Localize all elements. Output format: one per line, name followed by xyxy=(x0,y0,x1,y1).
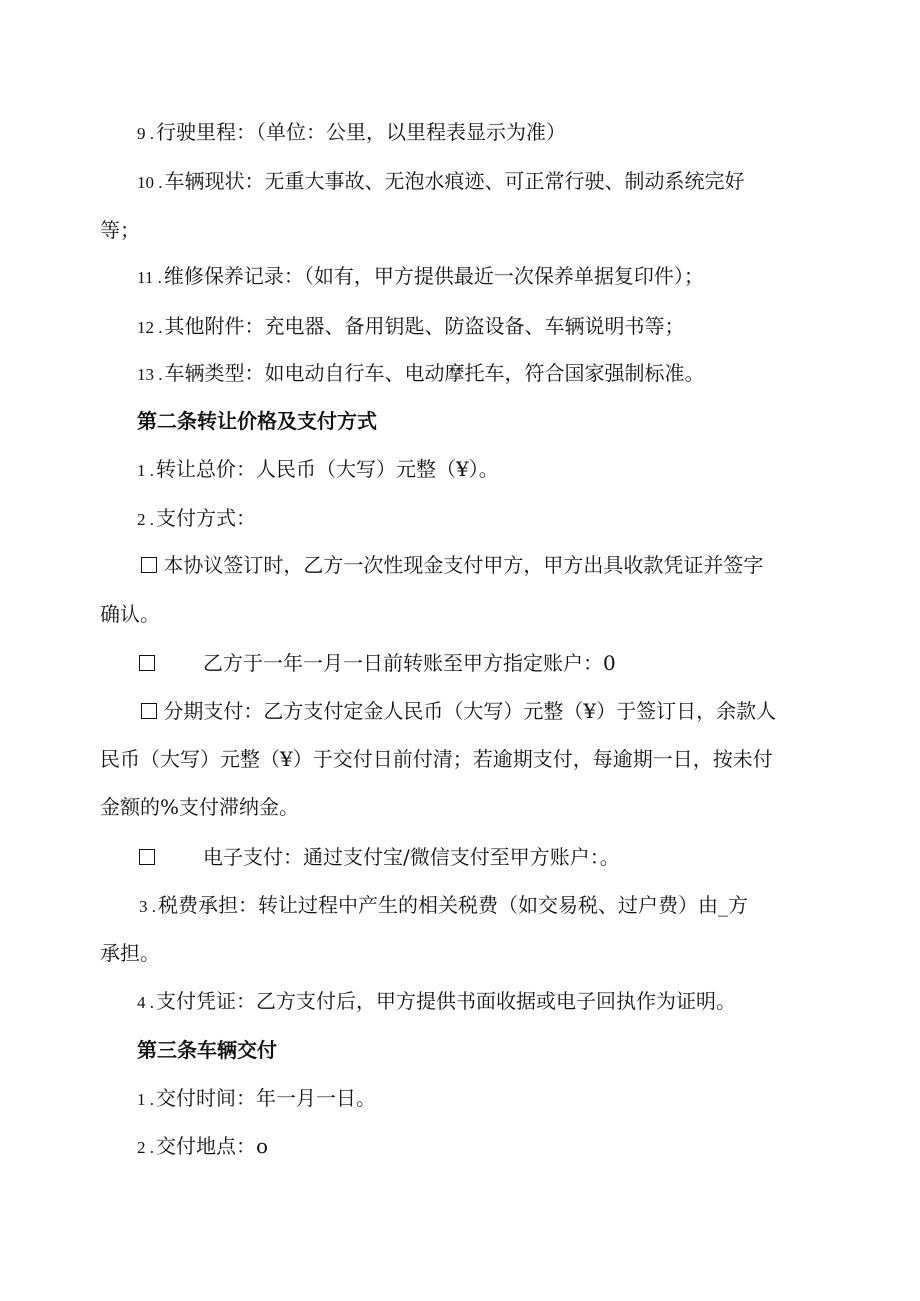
item-text: 其他附件：充电器、备用钥匙、防盗设备、车辆说明书等； xyxy=(164,314,685,338)
item-text: 交付地点：o xyxy=(156,1134,269,1158)
checkbox[interactable] xyxy=(139,849,155,865)
item-11 xyxy=(137,262,704,292)
item-text: 车辆类型：如电动自行车、电动摩托车，符合国家强制标准。 xyxy=(164,361,705,385)
item-number: 2 . xyxy=(137,510,154,529)
payment-option-installment-line3: 金额的%支付滞纳金。 xyxy=(100,795,300,819)
section-2-item-2 xyxy=(137,504,256,534)
item-text: 支付凭证：乙方支付后，甲方提供书面收据或电子回执作为证明。 xyxy=(156,989,736,1013)
section-2-item-4 xyxy=(137,987,736,1017)
item-number: 4 . xyxy=(137,993,154,1012)
option-text: 电子支付：通过支付宝/微信支付至甲方账户：。 xyxy=(203,845,620,869)
section-3-item-2 xyxy=(137,1132,268,1162)
item-number: 3 . xyxy=(139,897,156,916)
section-3-item-1 xyxy=(137,1084,376,1114)
item-text: 行驶里程：（单位：公里，以里程表显示为准） xyxy=(156,120,566,144)
item-number: 1 . xyxy=(137,461,154,480)
item-text: 支付方式： xyxy=(156,506,256,530)
payment-option-electronic xyxy=(139,843,620,871)
item-text: 交付时间：年一月一日。 xyxy=(156,1086,376,1110)
item-10 xyxy=(137,167,745,197)
item-number: 13 . xyxy=(137,365,163,384)
payment-option-cash-continuation: 确认。 xyxy=(100,602,160,626)
item-number: 2 . xyxy=(137,1138,154,1157)
item-number: 11 . xyxy=(137,268,162,287)
section-3-heading: 第三条车辆交付 xyxy=(137,1038,277,1062)
item-text: 税费承担：转让过程中产生的相关税费（如交易税、过户费）由_方 xyxy=(158,893,748,917)
payment-option-transfer xyxy=(139,649,616,677)
item-13 xyxy=(137,359,705,389)
option-text: 乙方于一年一月一日前转账至甲方指定账户：0 xyxy=(203,651,616,675)
checkbox[interactable] xyxy=(139,655,155,671)
payment-option-cash xyxy=(141,551,763,579)
item-9 xyxy=(137,118,566,148)
option-text: 本协议签订时，乙方一次性现金支付甲方，甲方出具收款凭证并签字 xyxy=(163,553,764,577)
section-2-item-3 xyxy=(139,891,748,921)
section-2-item-3-continuation: 承担。 xyxy=(100,941,160,965)
section-2-heading: 第二条转让价格及支付方式 xyxy=(137,409,377,433)
item-text: 维修保养记录：（如有，甲方提供最近一次保养单据复印件）； xyxy=(163,264,704,288)
item-12 xyxy=(137,312,685,342)
item-number: 1 . xyxy=(137,1090,154,1109)
item-number: 12 . xyxy=(137,318,163,337)
checkbox[interactable] xyxy=(141,557,157,573)
item-text: 转让总价：人民币（大写）元整（¥）。 xyxy=(156,457,499,481)
item-10-continuation: 等； xyxy=(100,218,140,242)
item-text: 车辆现状：无重大事故、无泡水痕迹、可正常行驶、制动系统完好 xyxy=(164,169,745,193)
payment-option-installment xyxy=(141,697,776,725)
payment-option-installment-line2: 民币（大写）元整（¥）于交付日前付清；若逾期支付，每逾期一日，按未付 xyxy=(100,747,773,771)
option-text: 分期支付：乙方支付定金人民币（大写）元整（¥）于签订日，余款人 xyxy=(163,699,777,723)
item-number: 9 . xyxy=(137,124,154,143)
checkbox[interactable] xyxy=(141,703,157,719)
section-2-item-1 xyxy=(137,455,499,485)
item-number: 10 . xyxy=(137,173,163,192)
